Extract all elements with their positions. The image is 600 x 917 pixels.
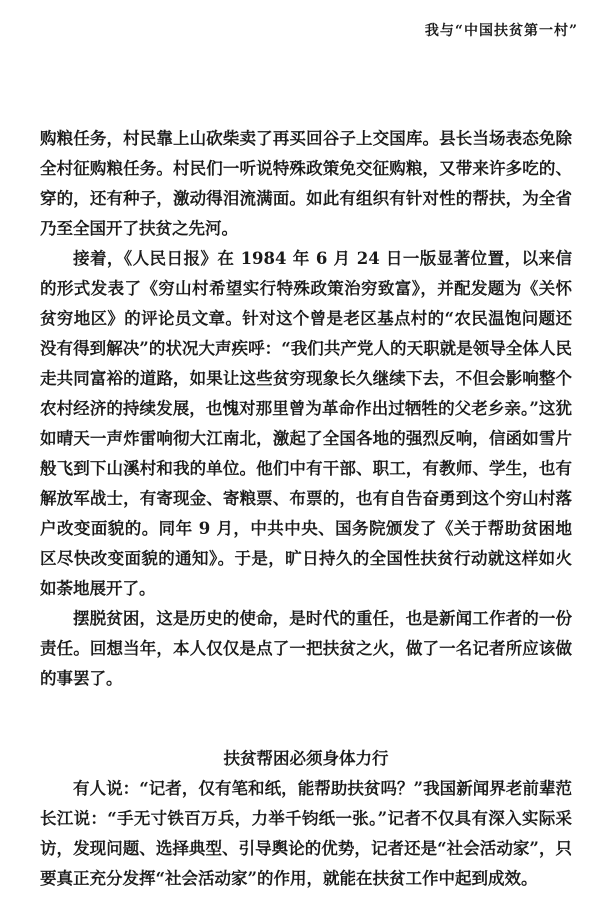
body-text (40, 124, 572, 894)
section-heading: 扶贫帮困必须身体力行 (223, 749, 389, 768)
paragraph: 接着，《人民日报》在 1984 年 6 月 24 日一版显著位置，以来信的形式发表了《穷山村希望实行特殊政策治穷致富》，并配发题为《关怀贫穷地区》的评论员文章。针对这个曾是老区基点村的“农民温饱问题还没有得到解决”的状况大声疾呼：“我们共产党人的天职就是领导全体人民走共同富裕的道路，如果让这些贫穷现象长久继续下去，不但会影响整个农村经济的持续发展，也愧对那里曾为革命作出过牺牲的父老乡亲。”这犹如晴天一声炸雷响彻大江南北，激起了全国各地的强烈反响，信函如雪片般飞到下山溪村和我的单位。他们中有干部、职工，有教师、学生，也有解放军战士，有寄现金、寄粮票、布票的，也有自告奋勇到这个穷山村落户改变面貌的。同年 9 月，中共中央、国务院颁发了《关于帮助贫困地区尽快改变面貌的通知》。于是，旷日持久的全国性扶贫行动就这样如火如荼地展开了。 (40, 249, 572, 598)
paragraph-continued: 购粮任务，村民靠上山砍柴卖了再买回谷子上交国库。县长当场表态免除全村征购粮任务。村民们一听说特殊政策免交征购粮，又带来许多吃的、穿的，还有种子，激动得泪流满面。如此有组织有针对性的帮扶，为全省乃至全国开了扶贫之先河。 (40, 129, 572, 238)
running-header: 我与“中国扶贫第一村” (424, 23, 578, 39)
paragraph: 摆脱贫困，这是历史的使命，是时代的重任，也是新闻工作者的一份责任。回想当年，本人仅仅是点了一把扶贫之火，做了一名记者所应该做的事罢了。 (40, 609, 572, 688)
paragraph: 有人说：“记者，仅有笔和纸，能帮助扶贫吗？”我国新闻界老前辈范长江说：“手无寸铁百万兵，力举千钧纸一张。”记者不仅具有深入实际采访，发现问题、选择典型、引导舆论的优势，记者还是“社会活动家”，只要真正充分发挥“社会活动家”的作用，就能在扶贫工作中起到成效。 (40, 779, 572, 888)
